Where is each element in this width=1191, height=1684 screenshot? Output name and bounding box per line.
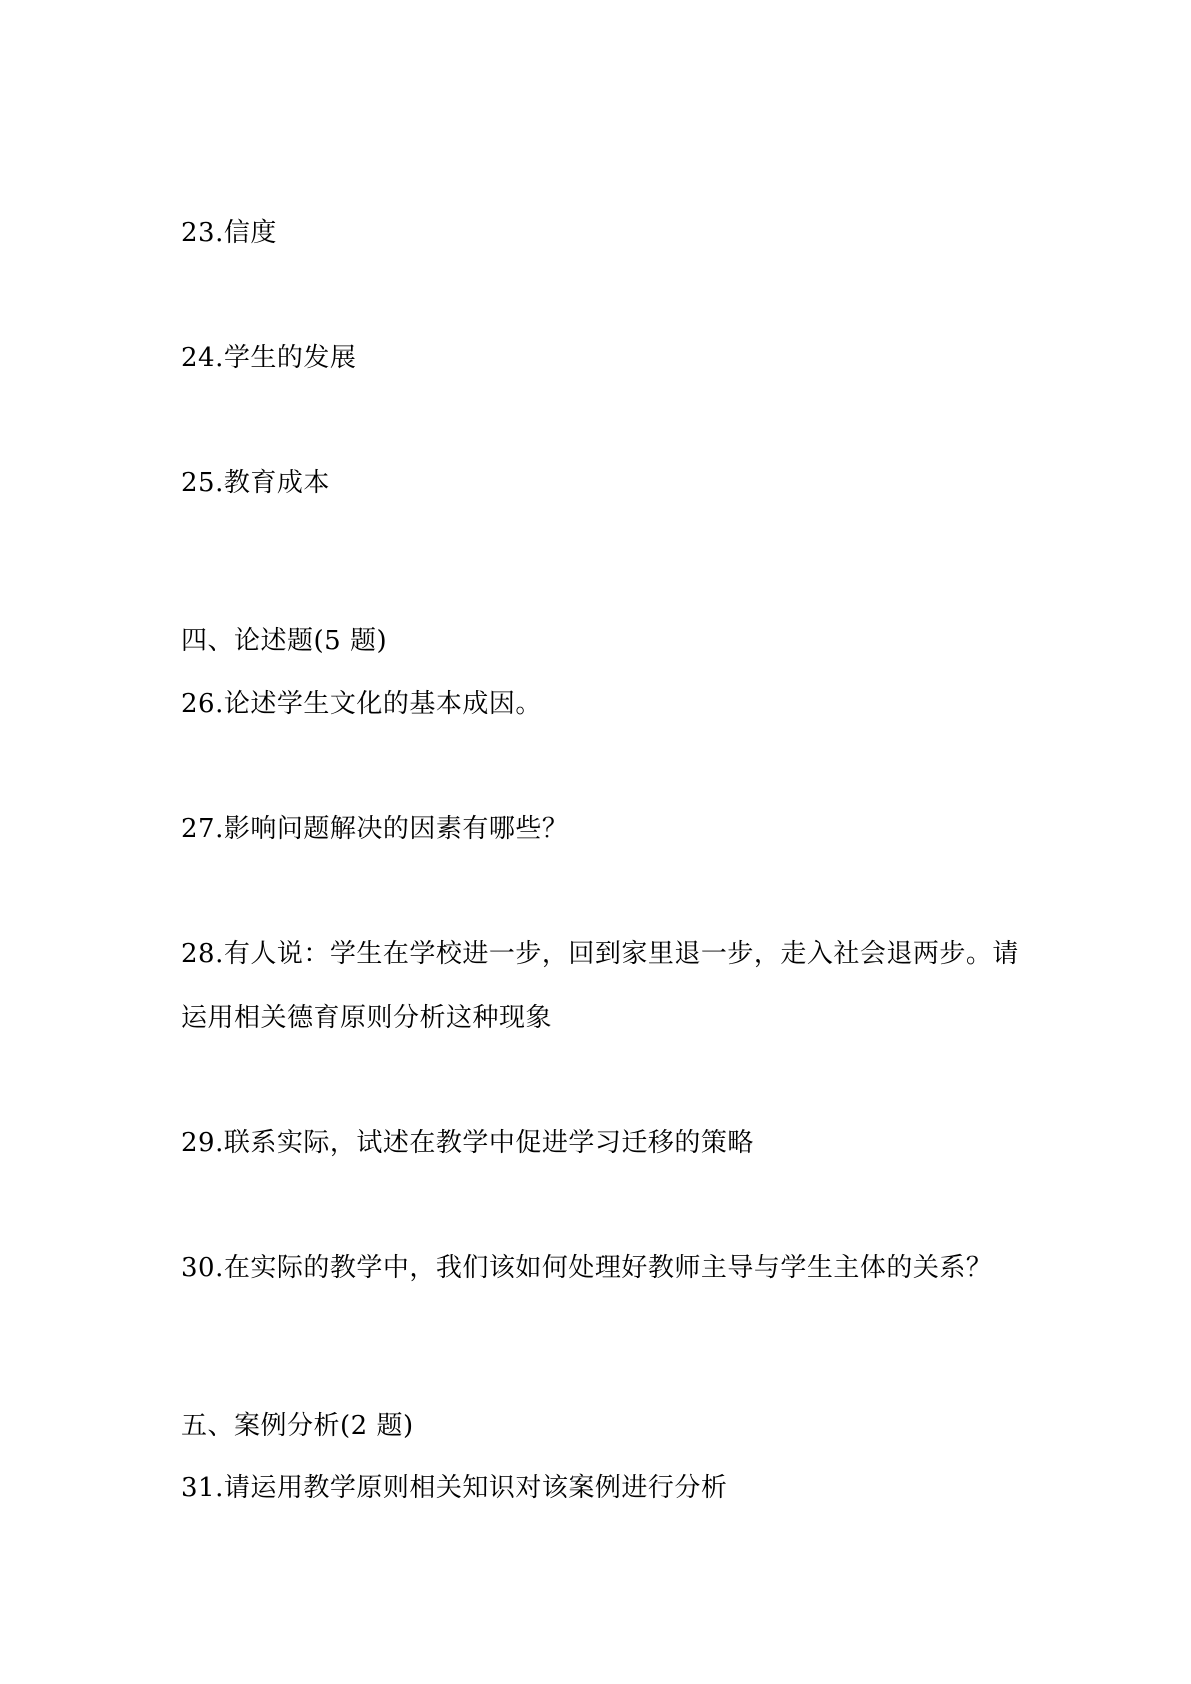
question-24: 24.学生的发展 bbox=[181, 343, 357, 373]
question-28-line-1: 28.有人说：学生在学校进一步，回到家里退一步，走入社会退两步。请 bbox=[181, 939, 1019, 969]
question-28-line-2: 运用相关德育原则分析这种现象 bbox=[181, 1003, 553, 1033]
question-26: 26.论述学生文化的基本成因。 bbox=[181, 689, 542, 719]
section-heading-case-analysis: 五、案例分析(2 题) bbox=[181, 1411, 414, 1441]
question-27: 27.影响问题解决的因素有哪些？ bbox=[181, 814, 569, 844]
section-heading-essay: 四、论述题(5 题) bbox=[181, 626, 388, 656]
question-30: 30.在实际的教学中，我们该如何处理好教师主导与学生主体的关系？ bbox=[181, 1253, 993, 1283]
question-31: 31.请运用教学原则相关知识对该案例进行分析 bbox=[181, 1473, 728, 1503]
question-23: 23.信度 bbox=[181, 218, 277, 248]
question-25: 25.教育成本 bbox=[181, 468, 330, 498]
question-29: 29.联系实际，试述在教学中促进学习迁移的策略 bbox=[181, 1128, 754, 1158]
